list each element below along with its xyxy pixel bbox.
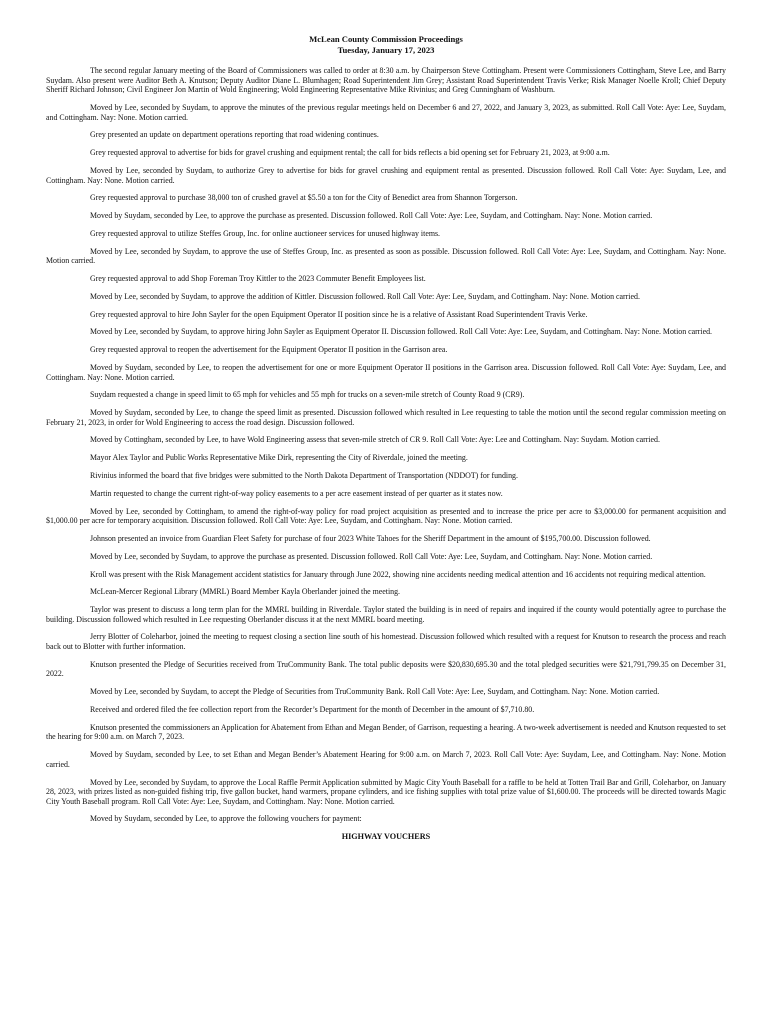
paragraph: Moved by Suydam, seconded by Lee, to approve the purchase as presented. Discussion followed. Roll Call Vote: Aye: Lee, Suydam, and Cottingham. Nay: None. Motion carried. (90, 211, 653, 221)
paragraph: Moved by Suydam, seconded by Lee, to reopen the advertisement for one or more Equipment Operator II positions in the Garrison area. Discussion followed. Roll Call Vote: Aye: Suydam, Lee, and Cottingham. Nay: None. Motion carried. (46, 362, 726, 382)
paragraph: Johnson presented an invoice from Guardian Fleet Safety for purchase of four 2023 White Tahoes for the Sheriff Department in the amount of $195,700.00. Discussion followed. (90, 533, 651, 543)
paragraph: Knutson presented the commissioners an Application for Abatement from Ethan and Megan Bender, of Garrison, requesting a hearing. A two-week advertisement is needed and Knutson requested to set the hearing for 9:00 a.m. on March 7, 2023. (46, 722, 726, 742)
paragraph: Moved by Lee, seconded by Suydam, to approve the addition of Kittler. Discussion followed. Roll Call Vote: Aye: Lee, Suydam, and Cottingham. Nay: None. Motion carried. (90, 291, 640, 301)
paragraph: Moved by Cottingham, seconded by Lee, to have Wold Engineering assess that seven-mile stretch of CR 9. Roll Call Vote: Aye: Lee and Cottingham. Nay: Suydam. Motion carried. (90, 435, 660, 445)
paragraph: Moved by Lee, seconded by Suydam, to approve hiring John Sayler as Equipment Operator II. Discussion followed. Roll Call Vote: Aye: Lee, Suydam, and Cottingham. Nay: None. Motion carried. (90, 327, 713, 337)
paragraph: Mayor Alex Taylor and Public Works Representative Mike Dirk, representing the City of Riverdale, joined the meeting. (90, 453, 468, 463)
paragraph: Moved by Lee, seconded by Suydam, to approve the purchase as presented. Discussion followed. Roll Call Vote: Aye: Lee, Suydam, and Cottingham. Nay: None. Motion carried. (90, 551, 653, 561)
document-title: McLean County Commission Proceedings (309, 34, 463, 44)
paragraph: Grey requested approval to advertise for bids for gravel crushing and equipment rental; the call for bids reflects a bid opening set for February 21, 2023, at 9:00 a.m. (90, 148, 610, 158)
paragraph: McLean-Mercer Regional Library (MMRL) Board Member Kayla Oberlander joined the meeting. (90, 587, 401, 597)
paragraph: Grey requested approval to hire John Sayler for the open Equipment Operator II position since he is a relative of Assistant Road Superintendent Travis Verke. (90, 309, 588, 319)
document-date: Tuesday, January 17, 2023 (337, 45, 435, 55)
paragraph: Moved by Lee, seconded by Cottingham, to amend the right-of-way policy for road project acquisition as presented and to increase the price per acre to $3,000.00 for permanent acquisition and $1,000.00 per acre for temporary acquisition. Discussion followed. Roll Call Vote: Aye: Lee, Suydam, and Cottingham. Nay: None. Motion carried. (46, 506, 726, 526)
paragraph: Moved by Suydam, seconded by Lee, to approve the following vouchers for payment: (90, 814, 362, 824)
paragraph: Moved by Lee, seconded by Suydam, to approve the use of Steffes Group, Inc. as presented as soon as possible. Discussion followed. Roll Call Vote: Aye: Lee, Suydam, and Cottingham. Nay: None. Motion carried. (46, 246, 726, 266)
paragraph: Suydam requested a change in speed limit to 65 mph for vehicles and 55 mph for trucks on a seven-mile stretch of County Road 9 (CR9). (90, 390, 525, 400)
paragraph: Moved by Lee, seconded by Suydam, to authorize Grey to advertise for bids for gravel crushing and equipment rental as presented. Discussion followed. Roll Call Vote: Aye: Suydam, Lee, and Cottingham. Nay: None. Motion carried. (46, 165, 726, 185)
paragraph: Knutson presented the Pledge of Securities received from TruCommunity Bank. The total public deposits were $20,830,695.30 and the total pledged securities were $21,791,799.35 on December 31, 2022. (46, 659, 726, 679)
paragraph: Taylor was present to discuss a long term plan for the MMRL building in Riverdale. Taylor stated the building is in need of repairs and inquired if the county would potentially agree to purchase the building. Discussion followed which resulted in Lee requesting Oberlander discuss it at the next MMRL board meeting. (46, 605, 726, 624)
paragraph: Jerry Blotter of Coleharbor, joined the meeting to request closing a section line south of his homestead. Discussion followed which resulted with a request for Knutson to research the process and reach back out to Blotter with further information. (46, 632, 726, 652)
paragraph: Moved by Lee, seconded by Suydam, to approve the Local Raffle Permit Application submitted by Magic City Youth Baseball for a raffle to be held at Totten Trail Bar and Grill, Coleharbor, on January 28, 2023, with prizes listed as non-guided fishing trip, five gallon bucket, hand warmers, propane cylinders, and ice fishing supplies with total prize value of $1,600.00. The proceeds will be directed towards Magic City Youth Baseball program. Roll Call Vote: Aye: Lee, Suydam, and Cottingham. Nay: None. Motion carried. (46, 777, 726, 806)
section-heading: HIGHWAY VOUCHERS (341, 832, 431, 842)
paragraph: Kroll was present with the Risk Management accident statistics for January through June 2022, showing nine accidents needing medical attention and 16 accidents not requiring medical attention. (90, 569, 706, 579)
proceedings-body (46, 66, 726, 824)
paragraph: Moved by Lee, seconded by Suydam, to approve the minutes of the previous regular meetings held on December 6 and 27, 2022, and January 3, 2023, as submitted. Roll Call Vote: Aye: Lee, Suydam, and Cottingham. Nay: None. Motion carried. (46, 102, 726, 122)
paragraph: Moved by Lee, seconded by Suydam, to accept the Pledge of Securities from TruCommunity Bank. Roll Call Vote: Aye: Lee, Suydam, and Cottingham. Nay: None. Motion carried. (90, 687, 660, 697)
paragraph: Grey requested approval to reopen the advertisement for the Equipment Operator II position in the Garrison area. (90, 345, 448, 355)
paragraph: The second regular January meeting of the Board of Commissioners was called to order at 8:30 a.m. by Chairperson Steve Cottingham. Present were Commissioners Cottingham, Steve Lee, and Barry Suydam. Also present were Auditor Beth A. Knutson; Deputy Auditor Diane L. Blumhagen; Road Superintendent Jim Grey; Assistant Road Superintendent Travis Verke; Risk Manager Noelle Kroll; Chief Deputy Sheriff Richard Johnson; Civil Engineer Jon Martin of Wold Engineering; Wold Engineering Representative Mike Rivinius; and Greg Cunningham of Washburn. (46, 66, 726, 95)
paragraph: Received and ordered filed the fee collection report from the Recorder’s Department for the month of December in the amount of $7,710.80. (90, 704, 535, 714)
paragraph: Martin requested to change the current right-of-way policy easements to a per acre easement instead of per quarter as it states now. (90, 488, 503, 498)
paragraph: Grey requested approval to add Shop Foreman Troy Kittler to the 2023 Commuter Benefit Employees list. (90, 274, 426, 283)
paragraph: Moved by Suydam, seconded by Lee, to change the speed limit as presented. Discussion followed which resulted in Lee requesting to table the motion until the second regular commission meeting on February 21, 2023, in order for Wold Engineering to access the road design. Discussion followed. (46, 408, 726, 427)
paragraph: Grey requested approval to utilize Steffes Group, Inc. for online auctioneer services for unused highway items. (90, 228, 441, 238)
paragraph: Rivinius informed the board that five bridges were submitted to the North Dakota Department of Transportation (NDDOT) for funding. (90, 471, 518, 480)
paragraph: Grey presented an update on department operations reporting that road widening continues. (90, 130, 379, 140)
paragraph: Grey requested approval to purchase 38,000 ton of crushed gravel at $5.50 a ton for the City of Benedict area from Shannon Torgerson. (90, 193, 518, 203)
paragraph: Moved by Suydam, seconded by Lee, to set Ethan and Megan Bender’s Abatement Hearing for 9:00 a.m. on March 7, 2023. Roll Call Vote: Aye: Suydam, Lee, and Cottingham. Nay: None. Motion carried. (46, 750, 726, 769)
